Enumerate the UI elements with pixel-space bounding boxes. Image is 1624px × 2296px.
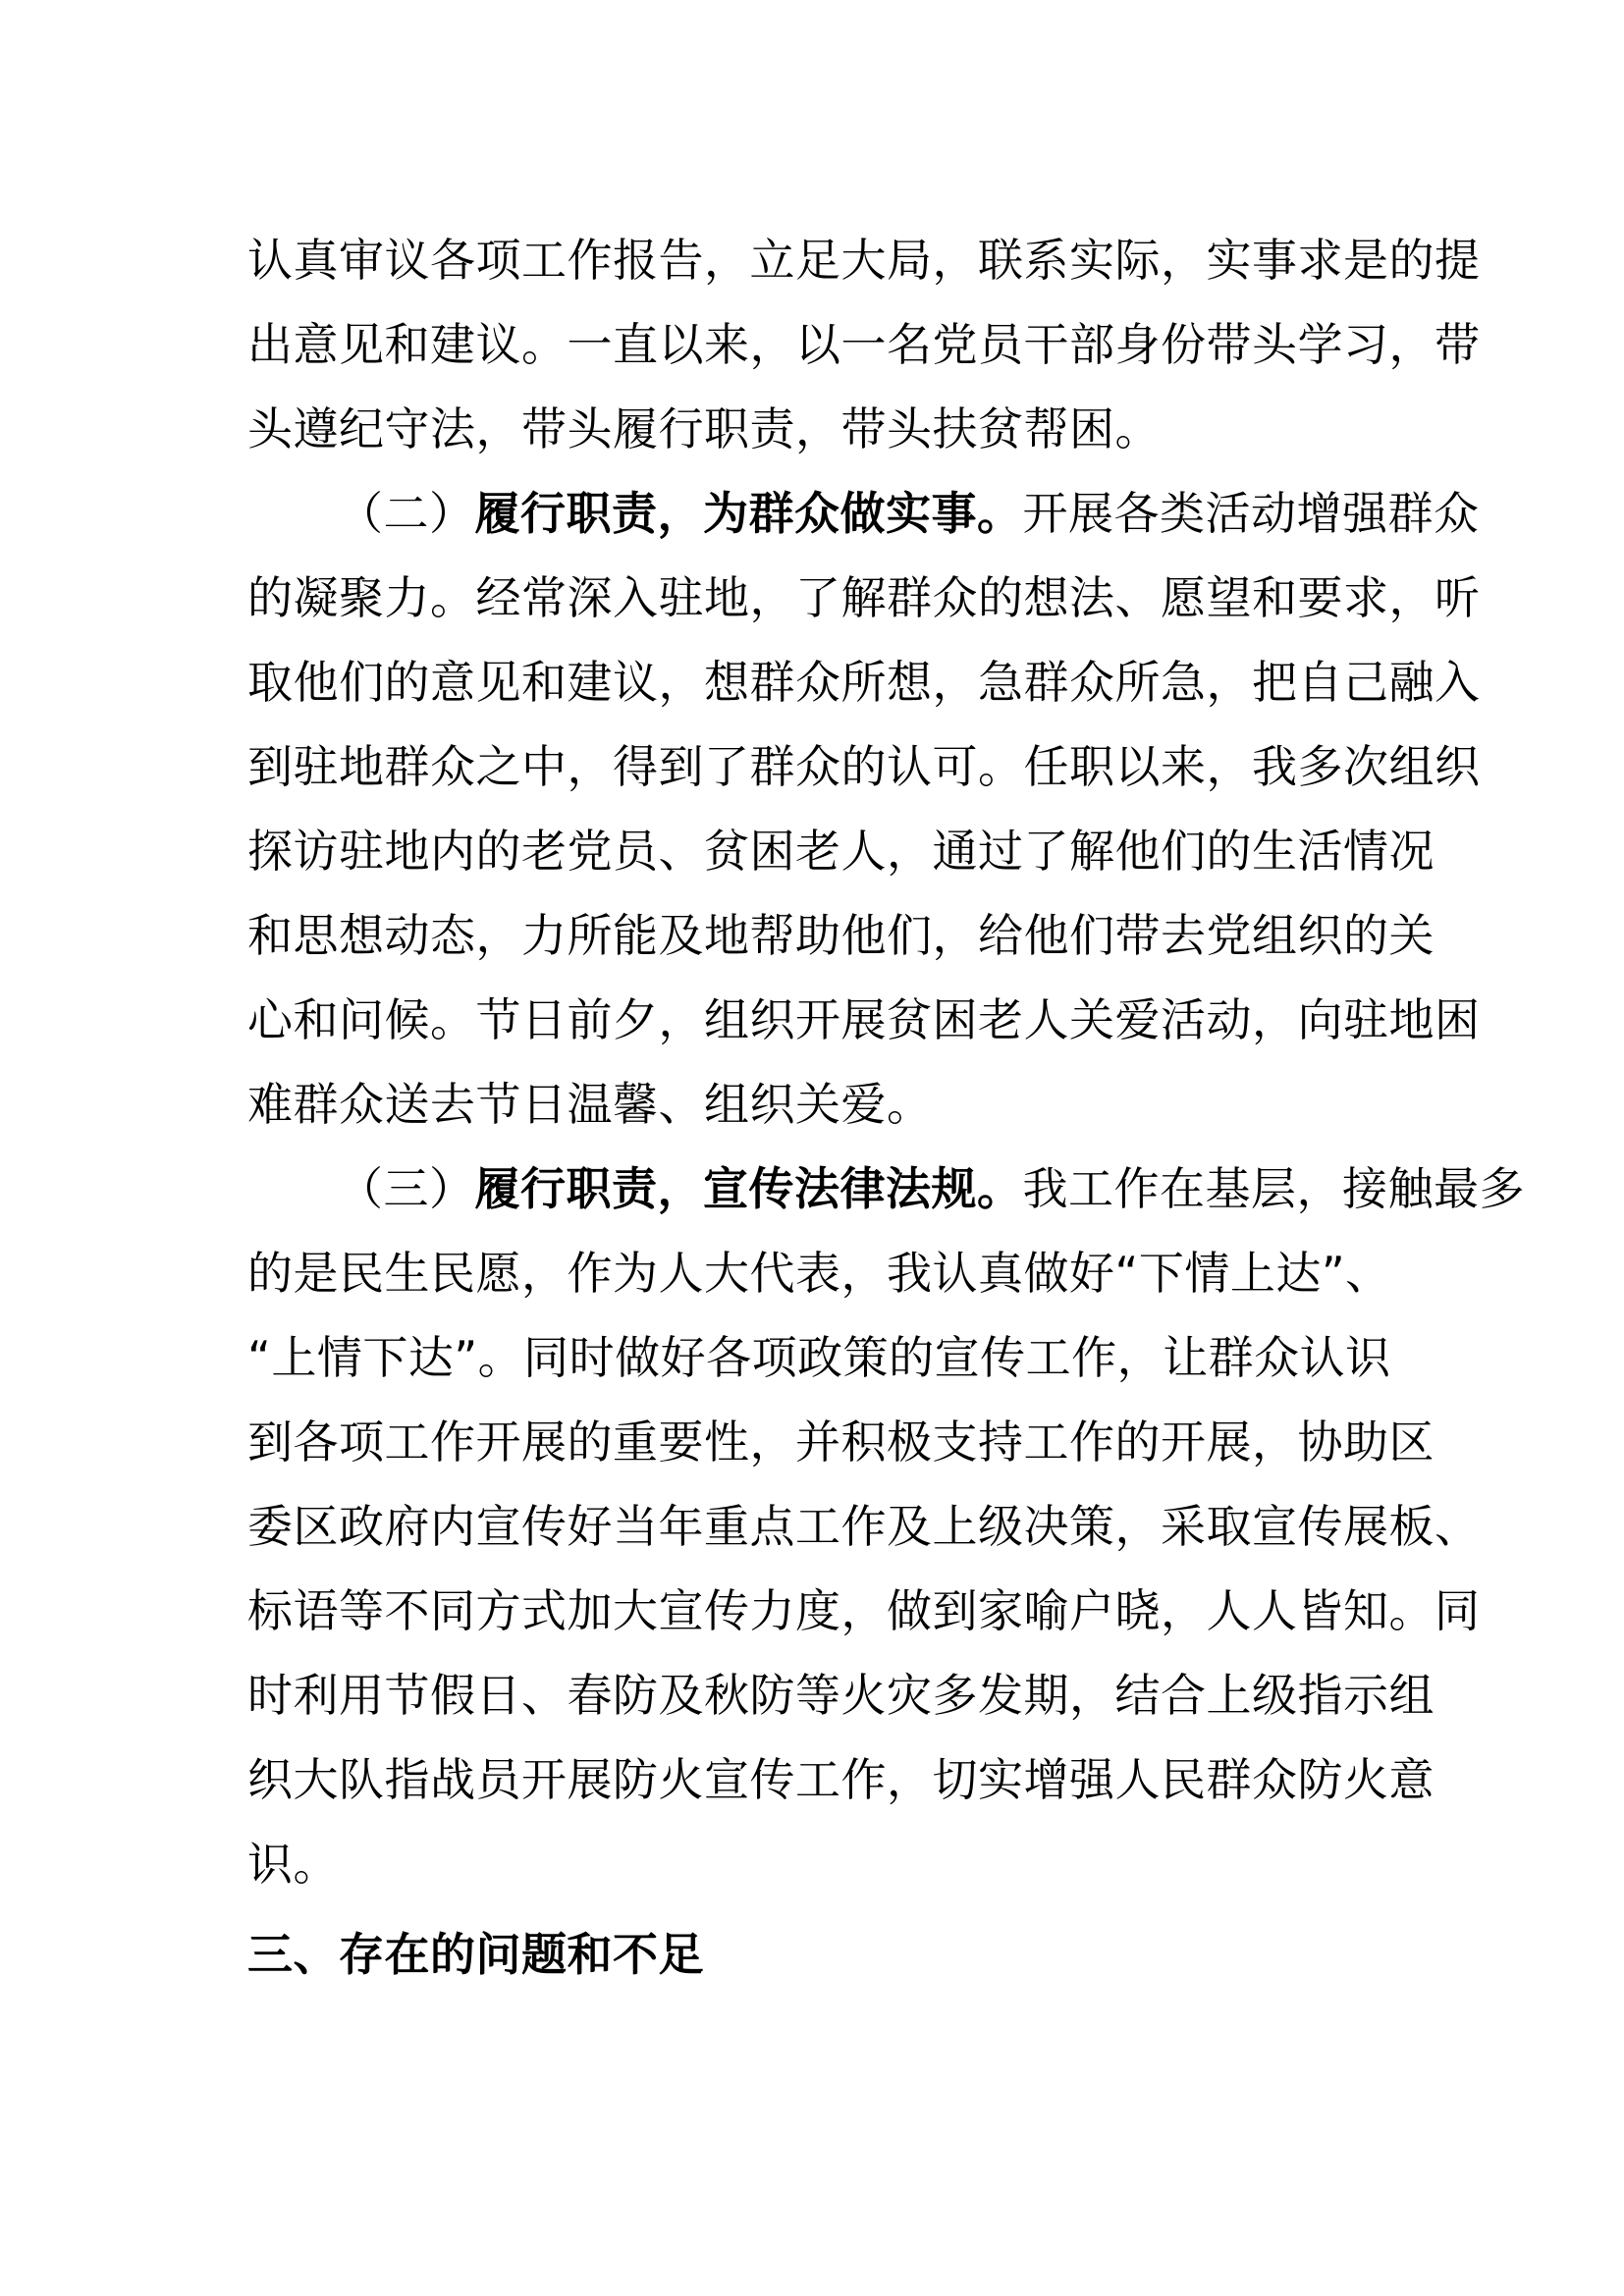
paragraph-3-first-line-rest: 我工作在基层，接触最多 [1022,1162,1525,1215]
text-line: 出意见和建议。一直以来，以一名党员干部身份带头学习，带 [247,318,1481,371]
text-line: 和思想动态，力所能及地帮助他们，给他们带去党组织的关 [247,909,1435,962]
text-line: 的凝聚力。经常深入驻地，了解群众的想法、愿望和要求，听 [247,571,1481,624]
paragraph-2-first-line [247,471,1480,556]
document-body [247,218,1525,1997]
text-line: 难群众送去节日温馨、组织关爱。 [247,1078,933,1131]
paragraph-2-bold-title: 履行职责，为群众做实事。 [474,487,1023,540]
text-line: 认真审议各项工作报告，立足大局，联系实际，实事求是的提 [247,234,1481,287]
text-line: 的是民生民愿，作为人大代表，我认真做好“下情上达”、 [247,1247,1391,1300]
text-line: 到驻地群众之中，得到了群众的认可。任职以来，我多次组织 [247,740,1481,793]
text-line: 到各项工作开展的重要性，并积极支持工作的开展，协助区 [247,1415,1435,1468]
paragraph-3 [247,1147,1525,1906]
text-line: 头遵纪守法，带头履行职责，带头扶贫帮困。 [247,402,1161,455]
paragraph-3-prefix: （三） [338,1162,475,1215]
text-line: 探访驻地内的老党员、贫困老人，通过了解他们的生活情况 [247,825,1435,878]
paragraph-2-prefix: （二） [338,487,475,540]
section-heading: 三、存在的问题和不足 [247,1928,704,1981]
text-line: 心和问候。节日前夕，组织开展贫困老人关爱活动，向驻地困 [247,993,1481,1046]
text-line: 取他们的意见和建议，想群众所想，急群众所急，把自己融入 [247,656,1481,709]
paragraph-2 [247,471,1481,1147]
paragraph-2-first-line-rest: 开展各类活动增强群众 [1022,487,1480,540]
text-line: “上情下达”。同时做好各项政策的宣传工作，让群众认识 [247,1331,1391,1384]
paragraph-3-first-line [247,1147,1525,1231]
text-line: 织大队指战员开展防火宣传工作，切实增强人民群众防火意 [247,1753,1435,1806]
text-line: 标语等不同方式加大宣传力度，做到家喻户晓，人人皆知。同 [247,1584,1481,1637]
paragraph-1 [247,218,1481,471]
text-line: 识。 [247,1838,339,1891]
text-line: 时利用节假日、春防及秋防等火灾多发期，结合上级指示组 [247,1669,1435,1722]
paragraph-3-bold-title: 履行职责，宣传法律法规。 [474,1162,1023,1215]
text-line: 委区政府内宣传好当年重点工作及上级决策，采取宣传展板、 [247,1500,1481,1553]
